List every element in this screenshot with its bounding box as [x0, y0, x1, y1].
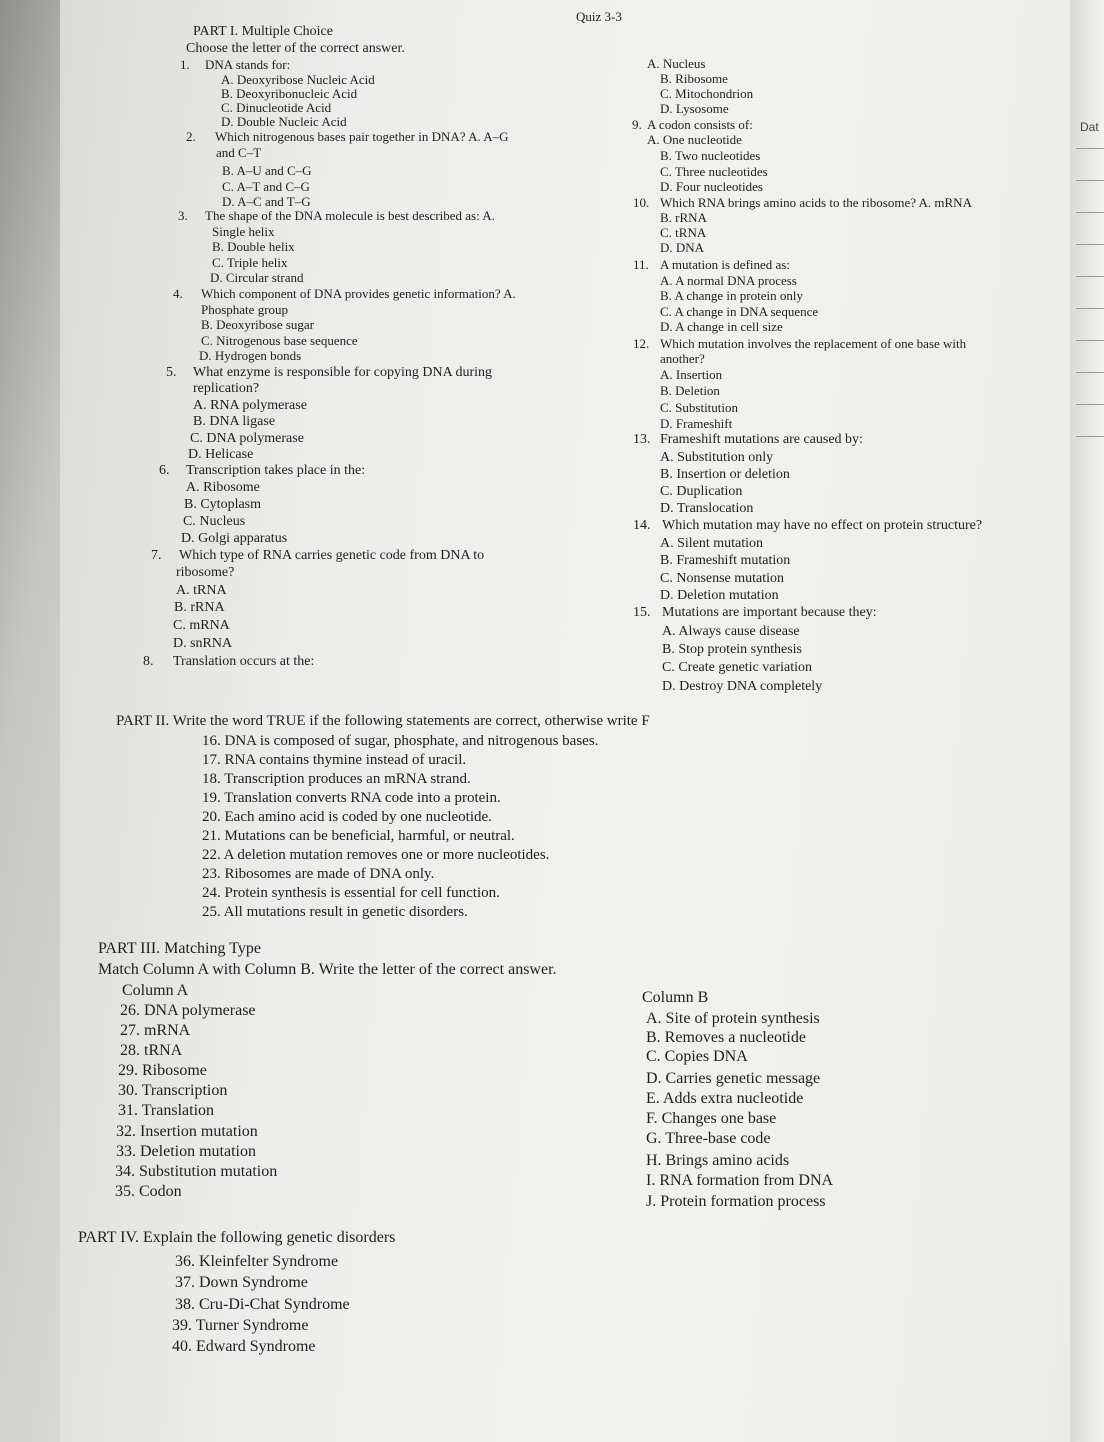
tf-item-17: 17. RNA contains thymine instead of uracil. — [202, 752, 467, 768]
q11-option-b: B. A change in protein only — [660, 288, 803, 303]
match-b-f: F. Changes one base — [646, 1110, 777, 1127]
q9-option-d: D. Four nucleotides — [660, 179, 763, 194]
q12-option-a: A. Insertion — [660, 367, 723, 382]
q6-stem: Transcription takes place in the: — [186, 463, 366, 478]
q4-option-b: B. Deoxyribose sugar — [201, 317, 315, 332]
ruled-line — [1076, 180, 1104, 181]
q8-option-d: D. Lysosome — [660, 101, 729, 116]
q8-option-a: A. Nucleus — [647, 56, 706, 71]
column-b-header: Column B — [642, 989, 709, 1006]
q13-option-c: C. Duplication — [660, 484, 743, 499]
q13-option-d: D. Translocation — [660, 501, 754, 516]
q1-option-a: A. Deoxyribose Nucleic Acid — [221, 72, 375, 87]
ruled-line — [1076, 212, 1104, 213]
q15-option-b: B. Stop protein synthesis — [662, 642, 803, 657]
q15-number: 15. — [633, 605, 651, 620]
q3-option-d: D. Circular strand — [210, 270, 304, 285]
q10-option-b: B. rRNA — [660, 210, 707, 225]
q1-option-c: C. Dinucleotide Acid — [221, 100, 332, 115]
disorder-38: 38. Cru-Di-Chat Syndrome — [175, 1296, 350, 1313]
q3-stem-cont: Single helix — [212, 224, 275, 239]
adjacent-page-edge — [1070, 0, 1104, 1442]
match-b-j: J. Protein formation process — [646, 1193, 826, 1210]
q7-stem: Which type of RNA carries genetic code from DNA to — [179, 548, 485, 563]
match-b-g: G. Three-base code — [646, 1130, 771, 1147]
q3-stem: The shape of the DNA molecule is best described as: A. — [205, 208, 495, 223]
match-b-c: C. Copies DNA — [646, 1048, 748, 1065]
tf-item-23: 23. Ribosomes are made of DNA only. — [202, 866, 435, 882]
q7-stem-cont: ribosome? — [176, 565, 235, 580]
q12-option-c: C. Substitution — [660, 400, 739, 415]
tf-item-18: 18. Transcription produces an mRNA strand. — [202, 771, 471, 787]
q10-option-c: C. tRNA — [660, 225, 707, 240]
ruled-line — [1076, 340, 1104, 341]
disorder-40: 40. Edward Syndrome — [172, 1338, 316, 1355]
q7-option-a: A. tRNA — [176, 583, 227, 598]
q11-number: 11. — [633, 257, 649, 272]
tf-item-24: 24. Protein synthesis is essential for cell function. — [202, 885, 500, 901]
q9-option-a: A. One nucleotide — [647, 132, 742, 147]
tf-item-20: 20. Each amino acid is coded by one nucleotide. — [202, 809, 492, 825]
q14-option-a: A. Silent mutation — [660, 536, 764, 551]
match-a-34: 34. Substitution mutation — [115, 1163, 278, 1180]
q15-stem: Mutations are important because they: — [662, 605, 877, 620]
q5-option-b: B. DNA ligase — [193, 414, 276, 429]
q4-stem-cont: Phosphate group — [201, 302, 289, 317]
q6-number: 6. — [159, 463, 170, 478]
part1-instruction: Choose the letter of the correct answer. — [186, 41, 405, 56]
q12-option-b: B. Deletion — [660, 383, 720, 398]
q2-option-b: B. A–U and C–G — [222, 163, 312, 178]
ruled-line — [1076, 244, 1104, 245]
part3-title: PART III. Matching Type — [98, 940, 261, 957]
q13-option-b: B. Insertion or deletion — [660, 467, 790, 482]
ruled-line — [1076, 308, 1104, 309]
match-a-32: 32. Insertion mutation — [116, 1123, 258, 1140]
disorder-37: 37. Down Syndrome — [175, 1274, 308, 1291]
q11-option-d: D. A change in cell size — [660, 319, 783, 334]
q1-stem: DNA stands for: — [205, 57, 291, 72]
q3-number: 3. — [178, 208, 188, 223]
q9-stem: A codon consists of: — [647, 117, 753, 132]
ruled-line — [1076, 276, 1104, 277]
q5-option-c: C. DNA polymerase — [190, 431, 304, 446]
q3-option-b: B. Double helix — [212, 239, 295, 254]
q11-option-a: A. A normal DNA process — [660, 273, 797, 288]
q13-option-a: A. Substitution only — [660, 450, 774, 465]
q9-option-c: C. Three nucleotides — [660, 164, 768, 179]
q14-stem: Which mutation may have no effect on protein structure? — [662, 518, 983, 533]
match-b-d: D. Carries genetic message — [646, 1070, 821, 1087]
q8-option-c: C. Mitochondrion — [660, 86, 754, 101]
q11-option-c: C. A change in DNA sequence — [660, 304, 819, 319]
quiz-title: Quiz 3-3 — [576, 9, 622, 24]
q12-number: 12. — [633, 336, 650, 351]
q10-option-d: D. DNA — [660, 240, 705, 255]
q7-option-b: B. rRNA — [174, 600, 225, 615]
q14-option-b: B. Frameshift mutation — [660, 553, 791, 568]
q5-number: 5. — [166, 365, 177, 380]
q6-option-c: C. Nucleus — [183, 514, 246, 529]
q2-option-d: D. A–C and T–G — [222, 194, 311, 209]
match-b-h: H. Brings amino acids — [646, 1152, 790, 1169]
q12-option-d: D. Frameshift — [660, 416, 733, 431]
ruled-line — [1076, 372, 1104, 373]
q9-option-b: B. Two nucleotides — [660, 148, 761, 163]
tf-item-25: 25. All mutations result in genetic disorders. — [202, 904, 468, 920]
q6-option-a: A. Ribosome — [186, 480, 260, 495]
match-b-a: A. Site of protein synthesis — [646, 1010, 820, 1027]
disorder-36: 36. Kleinfelter Syndrome — [175, 1253, 339, 1270]
q4-option-c: C. Nitrogenous base sequence — [201, 333, 358, 348]
tf-item-22: 22. A deletion mutation removes one or more nucleotides. — [202, 847, 550, 863]
match-a-28: 28. tRNA — [120, 1042, 183, 1059]
match-a-27: 27. mRNA — [120, 1022, 191, 1039]
q15-option-a: A. Always cause disease — [662, 624, 800, 639]
q4-option-d: D. Hydrogen bonds — [199, 348, 302, 363]
match-a-29: 29. Ribosome — [118, 1062, 207, 1079]
q15-option-c: C. Create genetic variation — [662, 660, 813, 675]
q5-stem: What enzyme is responsible for copying DNA during — [193, 365, 492, 380]
q14-option-d: D. Deletion mutation — [660, 588, 779, 603]
part2-title: PART II. Write the word TRUE if the following statements are correct, otherwise write F — [116, 713, 650, 729]
q11-stem: A mutation is defined as: — [660, 257, 790, 272]
part3-instruction: Match Column A with Column B. Write the letter of the correct answer. — [98, 961, 557, 978]
match-a-31: 31. Translation — [118, 1102, 215, 1119]
q3-option-c: C. Triple helix — [212, 255, 288, 270]
q1-number: 1. — [180, 57, 190, 72]
ruled-line — [1076, 436, 1104, 437]
ruled-line — [1076, 404, 1104, 405]
q2-number: 2. — [186, 129, 196, 144]
q8-number: 8. — [143, 654, 154, 669]
match-a-30: 30. Transcription — [118, 1082, 228, 1099]
q10-stem: Which RNA brings amino acids to the ribosome? A. mRNA — [660, 195, 972, 210]
q4-number: 4. — [173, 286, 183, 301]
q15-option-d: D. Destroy DNA completely — [662, 679, 823, 694]
part4-title: PART IV. Explain the following genetic disorders — [78, 1229, 396, 1246]
q1-option-d: D. Double Nucleic Acid — [221, 114, 347, 129]
q2-option-c: C. A–T and C–G — [222, 179, 310, 194]
ruled-line — [1076, 148, 1104, 149]
tf-item-21: 21. Mutations can be beneficial, harmful, or neutral. — [202, 828, 515, 844]
q7-option-c: C. mRNA — [173, 618, 230, 633]
q1-option-b: B. Deoxyribonucleic Acid — [221, 86, 358, 101]
q4-stem: Which component of DNA provides genetic information? A. — [201, 286, 516, 301]
q14-option-c: C. Nonsense mutation — [660, 571, 785, 586]
tf-item-19: 19. Translation converts RNA code into a protein. — [202, 790, 501, 806]
q6-option-b: B. Cytoplasm — [184, 497, 262, 512]
match-b-b: B. Removes a nucleotide — [646, 1029, 806, 1046]
q10-number: 10. — [633, 195, 650, 210]
q13-number: 13. — [633, 432, 651, 447]
disorder-39: 39. Turner Syndrome — [172, 1317, 309, 1334]
tf-item-16: 16. DNA is composed of sugar, phosphate, and nitrogenous bases. — [202, 733, 599, 749]
q6-option-d: D. Golgi apparatus — [181, 531, 288, 546]
q12-stem: Which mutation involves the replacement of one base with — [660, 336, 967, 351]
q2-stem: Which nitrogenous bases pair together in DNA? A. A–G — [215, 129, 509, 144]
q8-stem: Translation occurs at the: — [173, 654, 315, 669]
q14-number: 14. — [633, 518, 651, 533]
match-a-35: 35. Codon — [115, 1183, 182, 1200]
match-a-26: 26. DNA polymerase — [120, 1002, 256, 1019]
q5-option-a: A. RNA polymerase — [193, 398, 307, 413]
q5-stem-cont: replication? — [193, 381, 260, 396]
q9-number: 9. — [632, 117, 642, 132]
q12-stem-cont: another? — [660, 351, 705, 366]
part1-title: PART I. Multiple Choice — [193, 24, 333, 39]
q7-option-d: D. snRNA — [173, 636, 233, 651]
match-b-e: E. Adds extra nucleotide — [646, 1090, 804, 1107]
match-a-33: 33. Deletion mutation — [116, 1143, 256, 1160]
q2-stem-cont: and C–T — [216, 145, 262, 160]
q8-option-b: B. Ribosome — [660, 71, 728, 86]
column-a-header: Column A — [122, 982, 189, 999]
q7-number: 7. — [151, 548, 162, 563]
edge-text: Dat — [1080, 120, 1099, 134]
match-b-i: I. RNA formation from DNA — [646, 1172, 834, 1189]
q13-stem: Frameshift mutations are caused by: — [660, 432, 863, 447]
q5-option-d: D. Helicase — [188, 447, 254, 462]
